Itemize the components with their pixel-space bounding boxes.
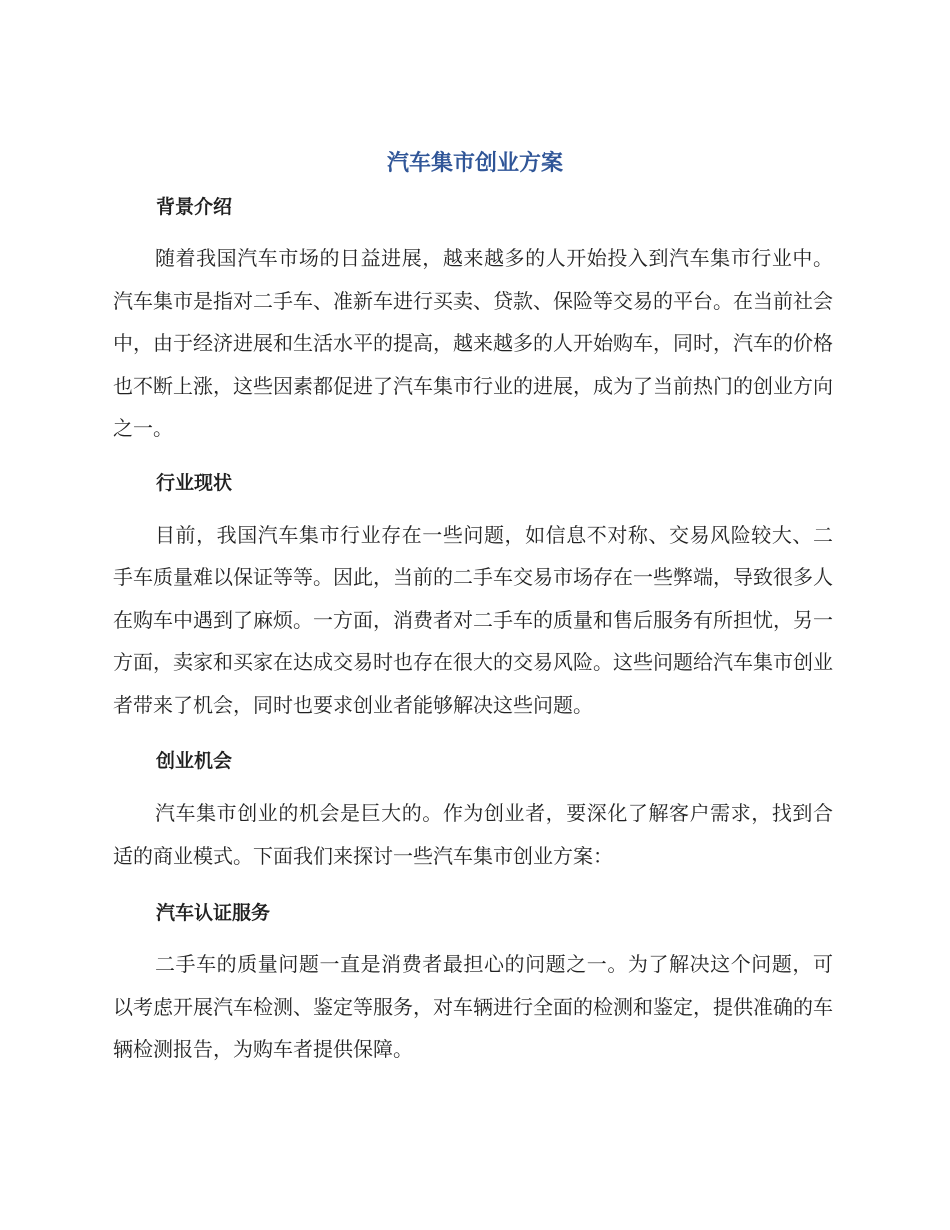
section-paragraph: 二手车的质量问题一直是消费者最担心的问题之一。为了解决这个问题，可以考虑开展汽车检测、鉴定等服务，对车辆进行全面的检测和鉴定，提供准确的车辆检测报告，为购车者提供保障。 bbox=[113, 952, 833, 1061]
section-heading: 行业现状 bbox=[156, 471, 233, 494]
section-industry-status bbox=[113, 466, 833, 727]
document-title: 汽车集市创业方案 bbox=[386, 151, 563, 176]
document-body bbox=[113, 190, 833, 1071]
section-heading: 创业机会 bbox=[156, 750, 233, 772]
section-certification bbox=[113, 896, 833, 1071]
section-paragraph: 随着我国汽车市场的日益进展，越来越多的人开始投入到汽车集市行业中。汽车集市是指对二手车、准新车进行买卖、贷款、保险等交易的平台。在当前社会中，由于经济进展和生活水平的提高，越来越多的人开始购车，同时，汽车的价格也不断上涨，这些因素都促进了汽车集市行业的进展，成为了当前热门的创业方向之一。 bbox=[113, 246, 833, 440]
section-heading: 汽车认证服务 bbox=[156, 902, 271, 924]
section-heading: 背景介绍 bbox=[156, 196, 233, 218]
section-paragraph: 目前，我国汽车集市行业存在一些问题，如信息不对称、交易风险较大、二手车质量难以保证等等。因此，当前的二手车交易市场存在一些弊端，导致很多人在购车中遇到了麻烦。一方面，消费者对二手车的质量和售后服务有所担忧，另一方面，卖家和买家在达成交易时也存在很大的交易风险。这些问题给汽车集市创业者带来了机会，同时也要求创业者能够解决这些问题。 bbox=[113, 522, 833, 717]
section-paragraph: 汽车集市创业的机会是巨大的。作为创业者，要深化了解客户需求，找到合适的商业模式。下面我们来探讨一些汽车集市创业方案： bbox=[113, 801, 833, 868]
section-opportunity bbox=[113, 744, 833, 877]
section-background bbox=[113, 190, 833, 450]
